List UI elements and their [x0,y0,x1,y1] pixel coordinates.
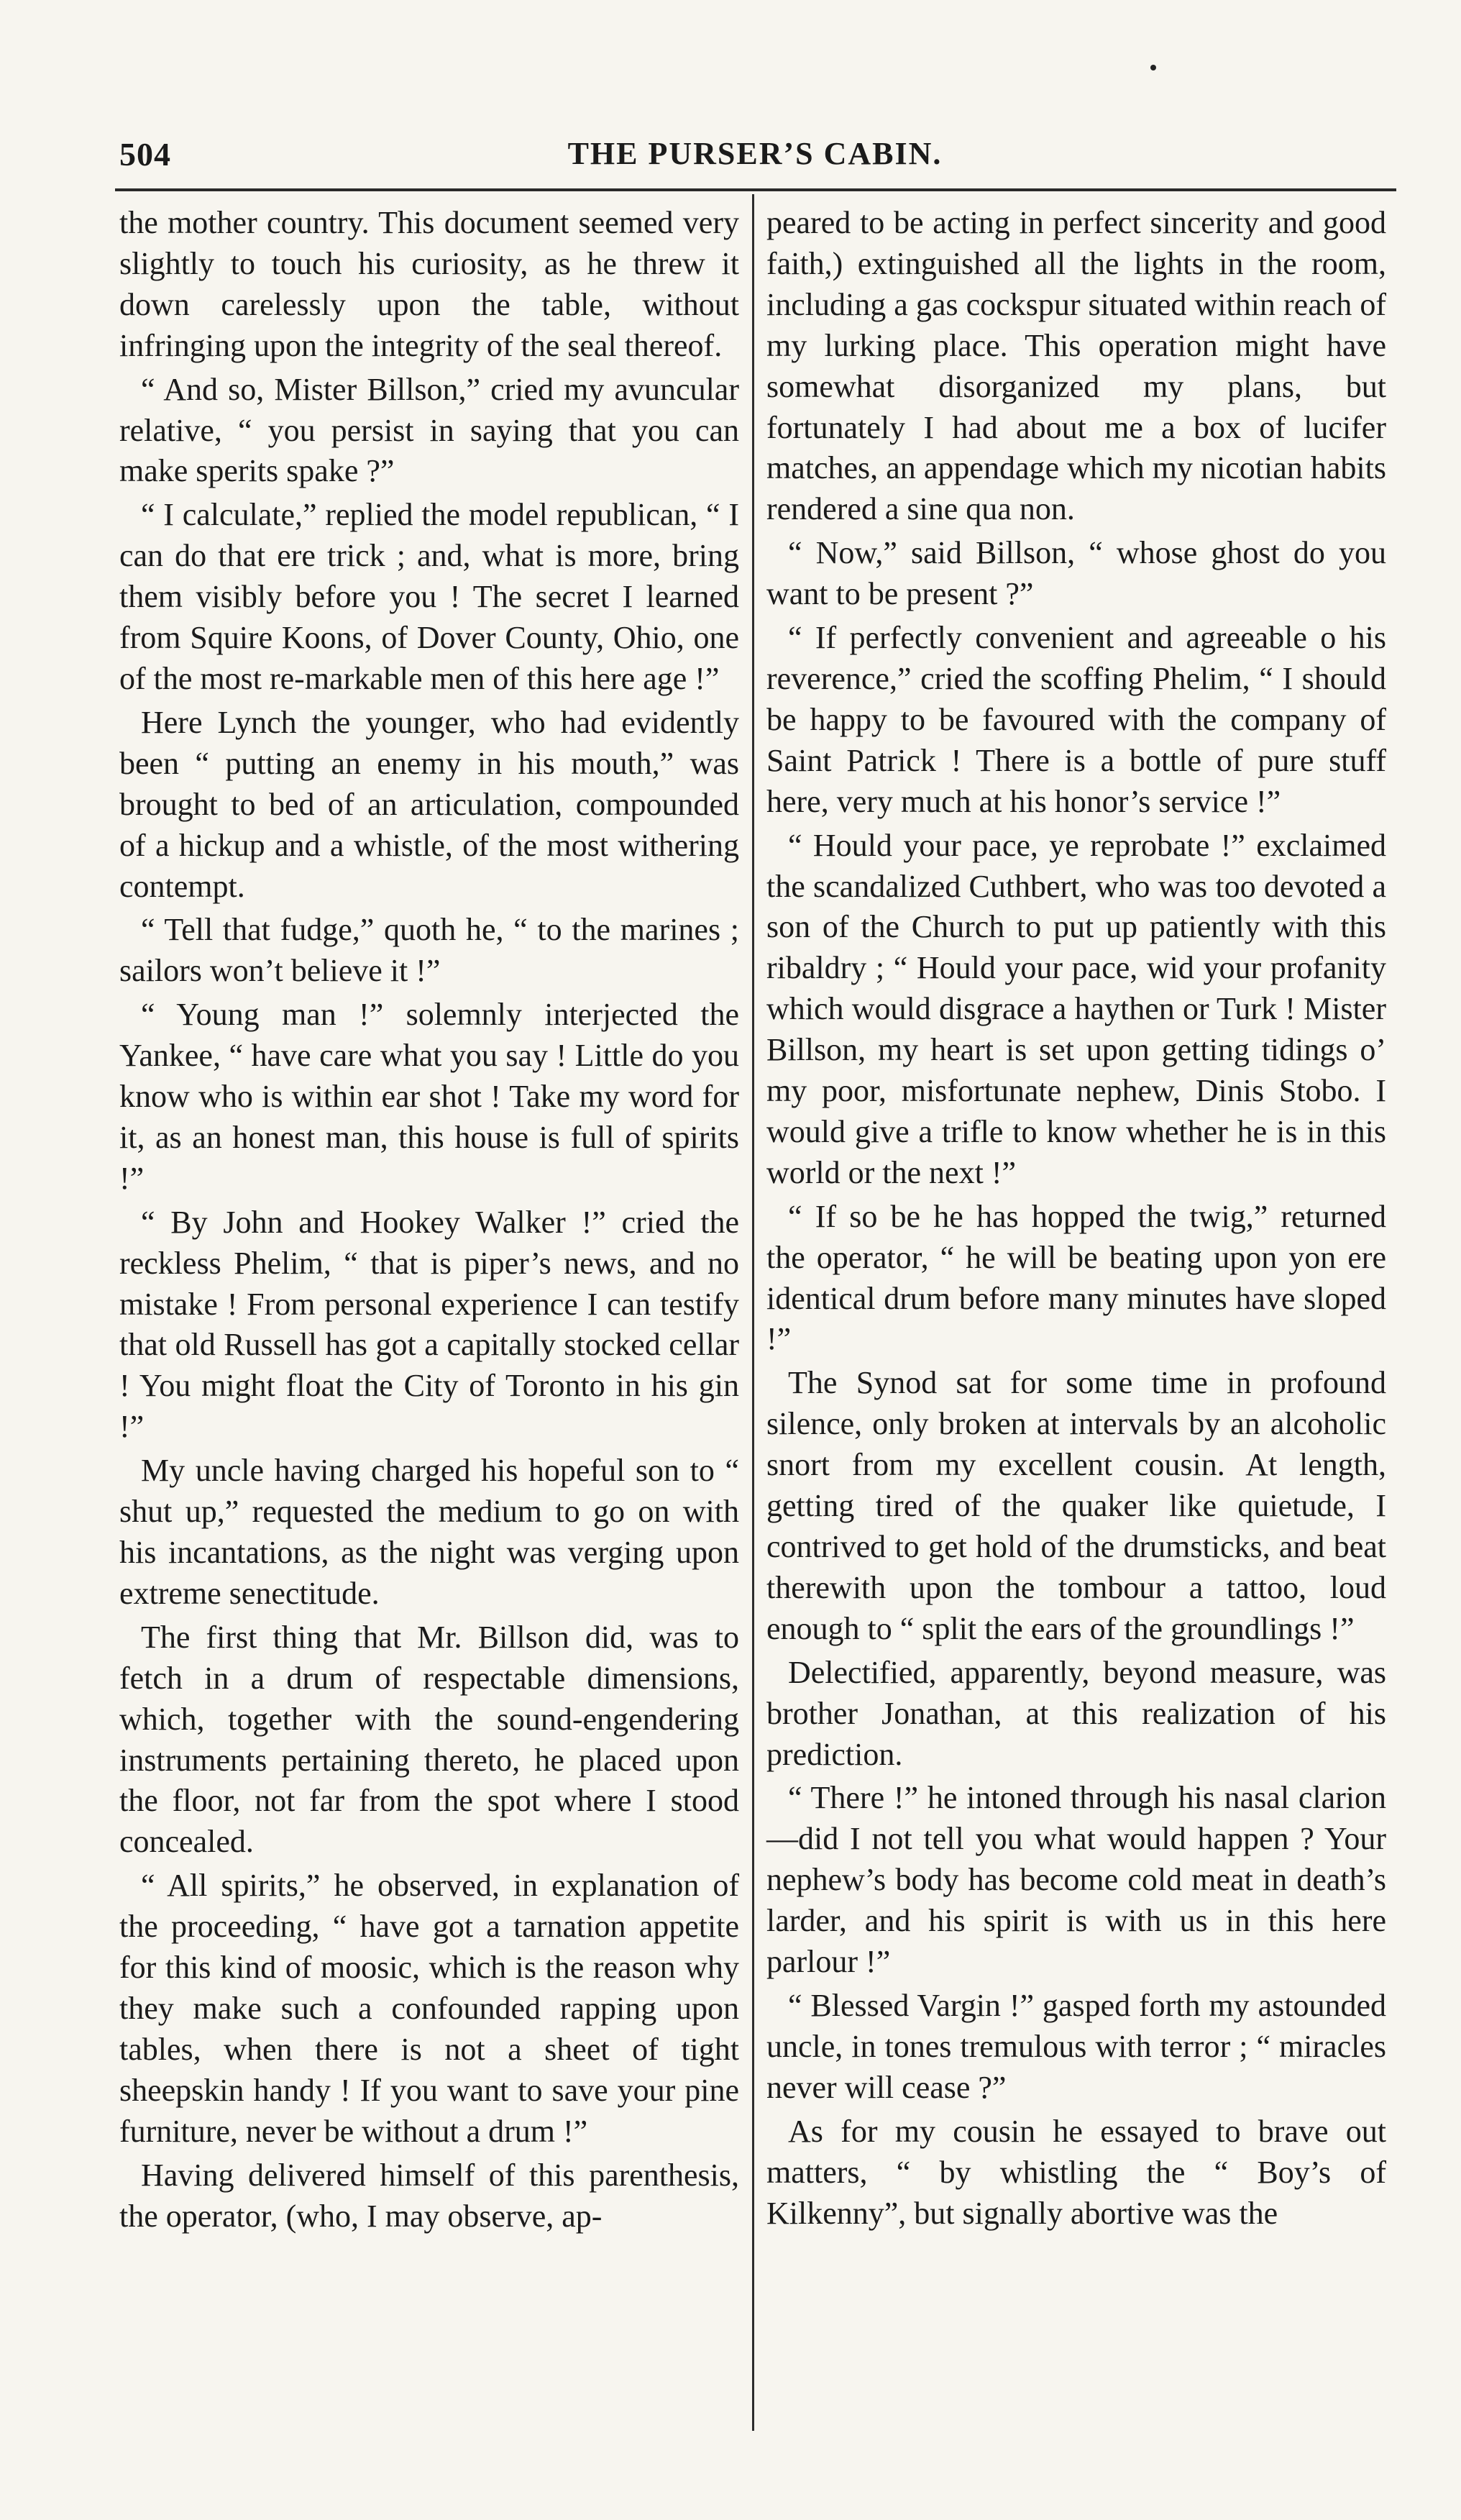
running-title: THE PURSER’S CABIN. [567,136,943,171]
paragraph: “ Young man !” solemnly interjected the Yankee, “ have care what you say ! Little do you know who is within ear shot ! Take my word for it, as an honest man, this house is full of spirits !” [119,997,739,1196]
paragraph: The first thing that Mr. Billson did, was to fetch in a drum of respectable dimensions, which, together with the sound-engendering instruments pertaining thereto, he placed upon the floor, not far from the spot where I stood concealed. [119,1619,739,1860]
page-number: 504 [119,136,171,173]
paragraph: “ If so be he has hopped the twig,” returned the operator, “ he will be beating upon yon ere identical drum before many minutes have sloped !” [766,1198,1386,1357]
header-rule [115,188,1396,191]
paragraph: “ Now,” said Billson, “ whose ghost do you want to be present ?” [766,535,1386,612]
paragraph: “ Hould your pace, ye reprobate !” exclaimed the scandalized Cuthbert, who was too devoted a son of the Church to put up patiently with this ribaldry ; “ Hould your pace, wid your profanity which would disgrace a haythen or Turk ! Mister Billson, my heart is set upon getting tidings o’ my poor, misfortunate nephew, Dinis Stobo. I would give a trifle to know whether he is in this world or the next !” [766,827,1386,1190]
paragraph: My uncle having charged his hopeful son to “ shut up,” requested the medium to go on with his incantations, as the night was verging upon extreme senectitude. [119,1453,739,1611]
paragraph: “ I calculate,” replied the model republican, “ I can do that ere trick ; and, what is more, bring them visibly before you ! The secret I learned from Squire Koons, of Dover County, Ohio, one of the most re-markable men of this here age !” [119,497,739,696]
paragraph: As for my cousin he essayed to brave out matters, “ by whistling the “ Boy’s of Kilkenny”, but signally abortive was the [766,2113,1386,2231]
margin-ink-dot [1150,65,1156,70]
paragraph: “ All spirits,” he observed, in explanation of the proceeding, “ have got a tarnation appetite for this kind of moosic, which is the reason why they make such a confounded rapping upon tables, when there is not a sheet of tight sheepskin handy ! If you want to save your pine furniture, never be without a drum !” [119,1868,739,2149]
paragraph: Delectified, apparently, beyond measure, was brother Jonathan, at this realization of his prediction. [766,1654,1386,1772]
column-divider [752,194,754,2431]
paragraph: Here Lynch the younger, who had evidently been “ putting an enemy in his mouth,” was brought to bed of an articulation, compounded of a hickup and a whistle, of the most withering contempt. [119,704,739,904]
paragraph: “ There !” he intoned through his nasal clarion—did I not tell you what would happen ? Your nephew’s body has become cold meat in death’s larder, and his spirit is with us in this here parlour !” [766,1780,1386,1980]
paragraph: “ Blessed Vargin !” gasped forth my astounded uncle, in tones tremulous with terror ; “ miracles never will cease ?” [766,1987,1386,2105]
page-header [115,135,1395,186]
paragraph: “ Tell that fudge,” quoth he, “ to the marines ; sailors won’t believe it !” [119,912,739,989]
paragraph: “ And so, Mister Billson,” cried my avuncular relative, “ you persist in saying that you can make sperits spake ?” [119,371,739,489]
right-text-column [766,203,1386,2237]
paragraph: “ If perfectly convenient and agreeable o his reverence,” cried the scoffing Phelim, “ I should be happy to be favoured with the company of Saint Patrick ! There is a bottle of pure stuff here, very much at his honor’s service !” [766,620,1386,819]
paragraph: peared to be acting in perfect sincerity and good faith,) extinguished all the lights in the room, including a gas cockspur situated within reach of my lurking place. This operation might have somewhat disorganized my plans, but fortunately I had about me a box of lucifer matches, an appendage which my nicotian habits rendered a sine qua non. [766,205,1386,527]
paragraph: “ By John and Hookey Walker !” cried the reckless Phelim, “ that is piper’s news, and no mistake ! From personal experience I can testify that old Russell has got a capitally stocked cellar ! You might float the City of Toronto in his gin !” [119,1204,739,1445]
paragraph: Having delivered himself of this parenthesis, the operator, (who, I may observe, ap- [119,2157,739,2234]
left-text-column [119,203,739,2240]
paragraph: The Synod sat for some time in profound silence, only broken at intervals by an alcoholic snort from my excellent cousin. At length, getting tired of the quaker like quietude, I contrived to get hold of the drumsticks, and beat therewith upon the tombour a tattoo, loud enough to “ split the ears of the groundlings !” [766,1365,1386,1646]
paragraph: the mother country. This document seemed very slightly to touch his curiosity, as he threw it down carelessly upon the table, without infringing upon the integrity of the seal thereof. [119,205,739,363]
